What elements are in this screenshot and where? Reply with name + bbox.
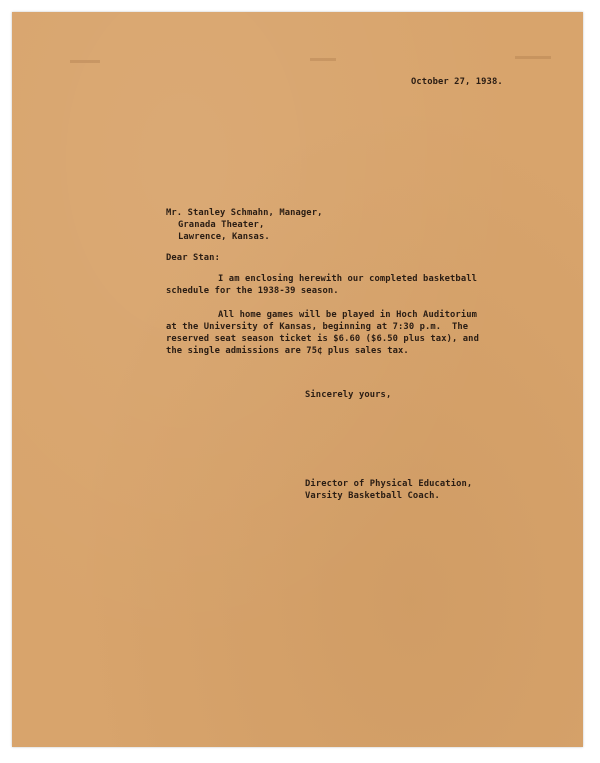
top-faint-mark-middle xyxy=(310,58,336,61)
letter-page xyxy=(12,12,583,747)
signature-subtitle: Varsity Basketball Coach. xyxy=(305,491,440,501)
paragraph1-line2: schedule for the 1938-39 season. xyxy=(166,286,339,296)
paragraph2-line1: All home games will be played in Hoch Auditorium xyxy=(218,310,478,320)
salutation: Dear Stan: xyxy=(166,253,220,263)
top-faint-mark-left xyxy=(70,60,100,63)
recipient-name: Mr. Stanley Schmahn, Manager, xyxy=(166,208,323,218)
paragraph2-line2: at the University of Kansas, beginning at 7:30 p.m. The xyxy=(166,322,469,332)
recipient-company: Granada Theater, xyxy=(178,220,265,230)
top-faint-mark-right xyxy=(515,56,551,59)
paragraph2-line3: reserved seat season ticket is $6.60 ($6.50 plus tax), and xyxy=(166,334,479,344)
signature-title: Director of Physical Education, xyxy=(305,479,473,489)
paragraph2-line4: the single admissions are 75¢ plus sales tax. xyxy=(166,346,409,356)
recipient-city: Lawrence, Kansas. xyxy=(178,232,270,242)
paragraph1-line1: I am enclosing herewith our completed basketball xyxy=(218,274,478,284)
letter-date: October 27, 1938. xyxy=(411,77,503,87)
closing: Sincerely yours, xyxy=(305,390,392,400)
